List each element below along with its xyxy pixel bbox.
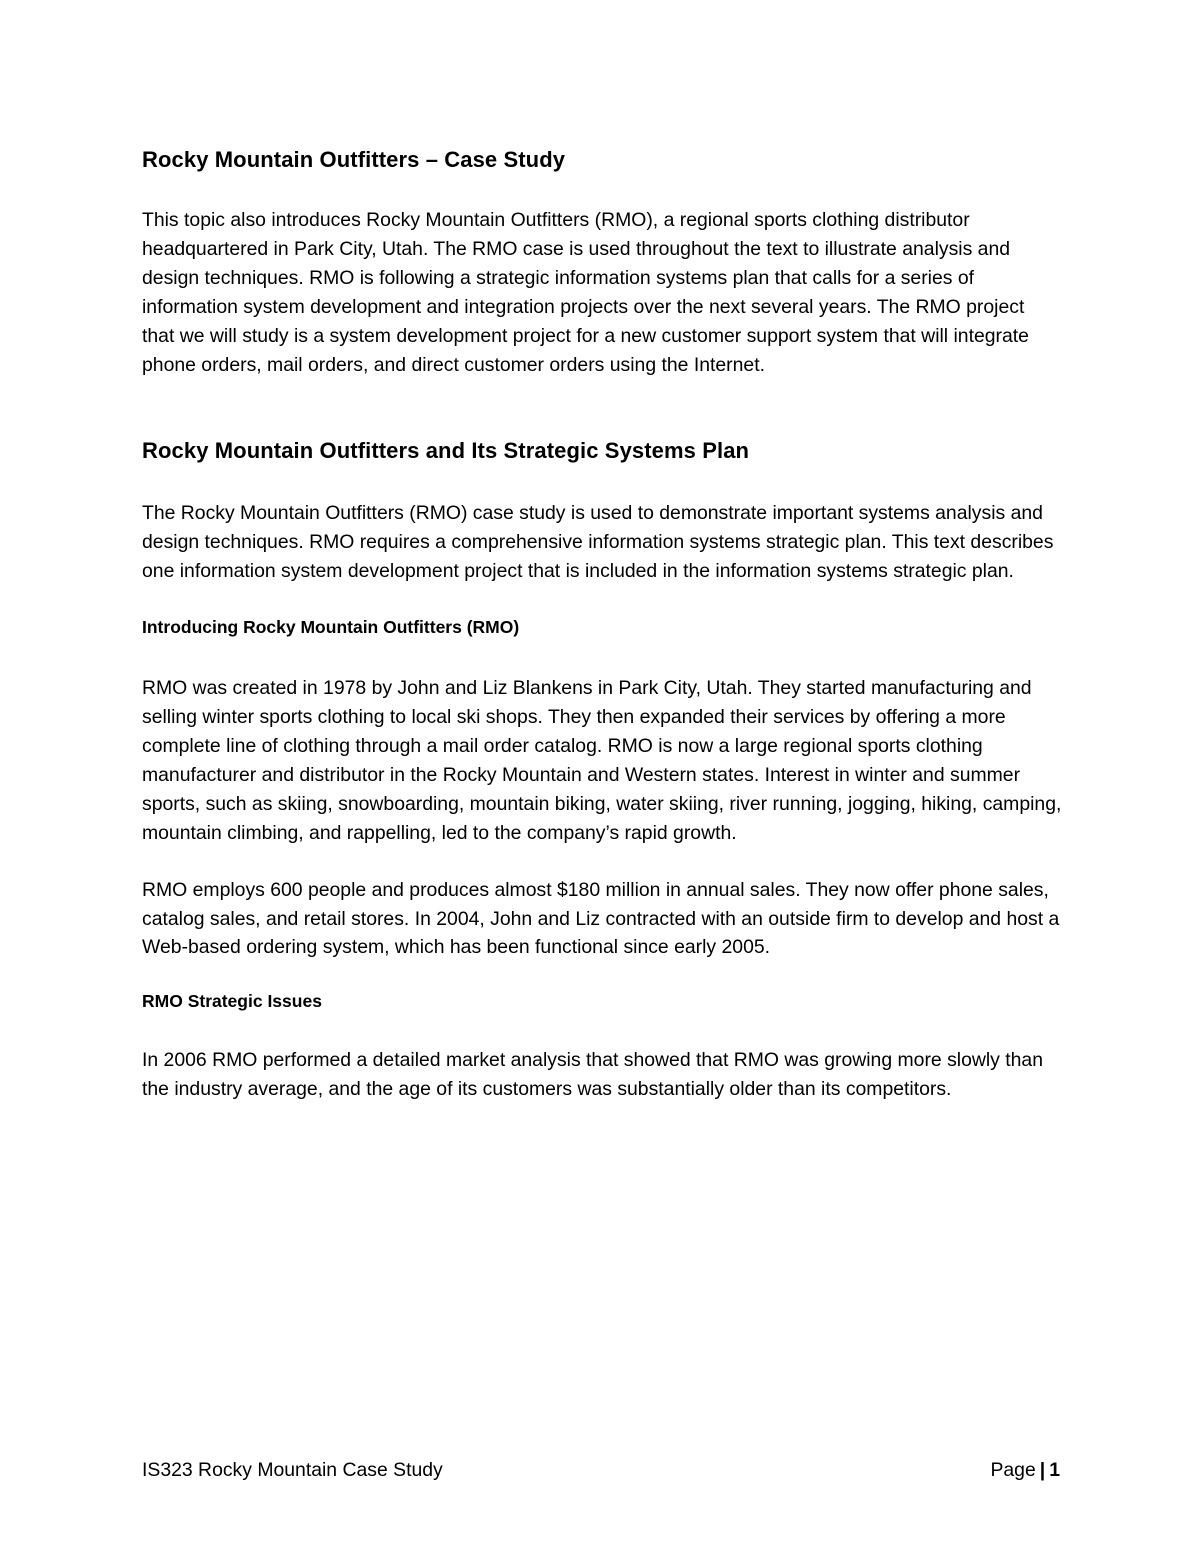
document-title: Rocky Mountain Outfitters – Case Study: [142, 147, 566, 172]
page-footer: [142, 1456, 1060, 1486]
footer-page-label: Page: [990, 1459, 1036, 1481]
strategic-issues-paragraph: In 2006 RMO performed a detailed market analysis that showed that RMO was growing more slowly than the industry average, and the age of its customers was substantially older than its competitors.: [142, 1049, 1044, 1101]
intro-paragraph: This topic also introduces Rocky Mountain Outfitters (RMO), a regional sports clothing distributor headquartered in Park City, Utah. The RMO case is used throughout the text to illustrate analysis and design techniques. RMO is following a strategic information systems plan that calls for a series of information system development and integration projects over the next several years. The RMO project that we will study is a system development project for a new customer support system that will integrate phone orders, mail orders, and direct customer orders using the Internet.: [142, 209, 1029, 376]
footer-page-num: 1: [1049, 1459, 1060, 1481]
subheading-introducing-rmo: Introducing Rocky Mountain Outfitters (RMO): [142, 617, 520, 638]
employees-paragraph: RMO employs 600 people and produces almost $180 million in annual sales. They now offer phone sales, catalog sales, and retail stores. In 2004, John and Liz contracted with an outside firm to develop and host a Web-based ordering system, which has been functional since early 2005.: [142, 878, 1060, 959]
document-body: [142, 144, 1062, 1104]
footer-course-title: IS323 Rocky Mountain Case Study: [142, 1459, 443, 1481]
history-paragraph: RMO was created in 1978 by John and Liz Blankens in Park City, Utah. They started manufacturing and selling winter sports clothing to local ski shops. They then expanded their services by offering a more complete line of clothing through a mail order catalog. RMO is now a large regional sports clothing manufacturer and distributor in the Rocky Mountain and Western states. Interest in winter and summer sports, such as skiing, snowboarding, mountain biking, water skiing, river running, jogging, hiking, camping, mountain climbing, and rappelling, led to the company’s rapid growth.: [142, 677, 1062, 844]
subheading-strategic-issues: RMO Strategic Issues: [142, 991, 322, 1012]
footer-page-number: [990, 1456, 1060, 1484]
footer-separator: |: [1039, 1459, 1046, 1481]
strategic-plan-paragraph: The Rocky Mountain Outfitters (RMO) case study is used to demonstrate important systems analysis and design techniques. RMO requires a comprehensive information systems strategic plan. This text describes one information system development project that is included in the information systems strategic plan.: [142, 502, 1054, 583]
section-title-strategic-plan: Rocky Mountain Outfitters and Its Strategic Systems Plan: [142, 438, 750, 464]
